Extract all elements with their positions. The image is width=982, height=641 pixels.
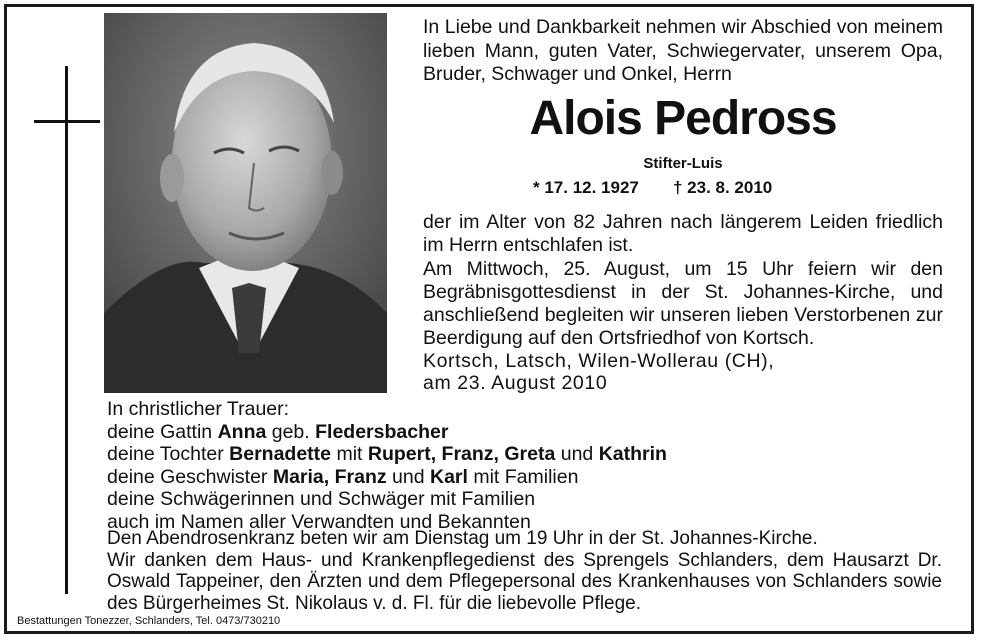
birth-date: * 17. 12. 1927	[533, 178, 639, 197]
rosary-line: Den Abendrosenkranz beten wir am Dienstag um 19 Uhr in der St. Johannes-Kirche.	[107, 528, 818, 549]
nickname: Stifter-Luis	[643, 155, 723, 172]
intro-text: In Liebe und Dankbarkeit nehmen wir Abschied von meinem lieben Mann, guten Vater, Schwiegervater, unserem Opa, Bruder, Schwager und Onkel, Herrn	[423, 16, 943, 85]
mourner-line-inlaws: deine Schwägerinnen und Schwäger mit Familien	[107, 488, 536, 510]
thanks-line: Wir danken dem Haus- und Krankenpflegedienst des Sprengels Schlanders, dem Hausarzt Dr. Oswald Tappeiner, den Ärzten und dem Pflegepersonal des Krankenhauses von Schlanders sowie des Bürgerheimes St. Nikolaus v. d. Fl. für die liebevolle Pflege.	[107, 549, 942, 614]
mourners-heading: In christlicher Trauer:	[107, 398, 290, 420]
mourner-line-daughter: deine Tochter Bernadette mit Rupert, Franz, Greta und Kathrin	[107, 443, 667, 465]
cross-vertical-bar	[65, 66, 68, 594]
funeral-home-credit: Bestattungen Tonezzer, Schlanders, Tel. 0473/730210	[17, 615, 281, 627]
date-line: am 23. August 2010	[423, 372, 608, 394]
mourner-line-wife: deine Gattin Anna geb. Fledersbacher	[107, 420, 449, 443]
place-line: Kortsch, Latsch, Wilen-Wollerau (CH),	[423, 350, 775, 372]
portrait-photo	[104, 13, 387, 393]
cross-horizontal-bar	[34, 120, 100, 123]
mourner-line-siblings: deine Geschwister Maria, Franz und Karl mit Familien	[107, 465, 579, 488]
mourners-list	[107, 398, 907, 533]
funeral-text: Am Mittwoch, 25. August, um 15 Uhr feiern wir den Begräbnisgottesdienst in der St. Johannes-Kirche, und anschließend begleiten wir unseren lieben Verstorbenen zur Beerdigung auf den Ortsfriedhof von Kortsch.	[423, 258, 943, 349]
place-date	[423, 350, 943, 394]
deceased-name: Alois Pedross	[529, 92, 837, 145]
passing-text: der im Alter von 82 Jahren nach längerem Leiden friedlich im Herrn entschlafen ist.	[423, 211, 943, 256]
mourner-line-relatives: auch im Namen aller Verwandten und Bekannten	[107, 510, 531, 533]
death-date: † 23. 8. 2010	[673, 178, 773, 197]
thanks-text	[107, 528, 942, 614]
